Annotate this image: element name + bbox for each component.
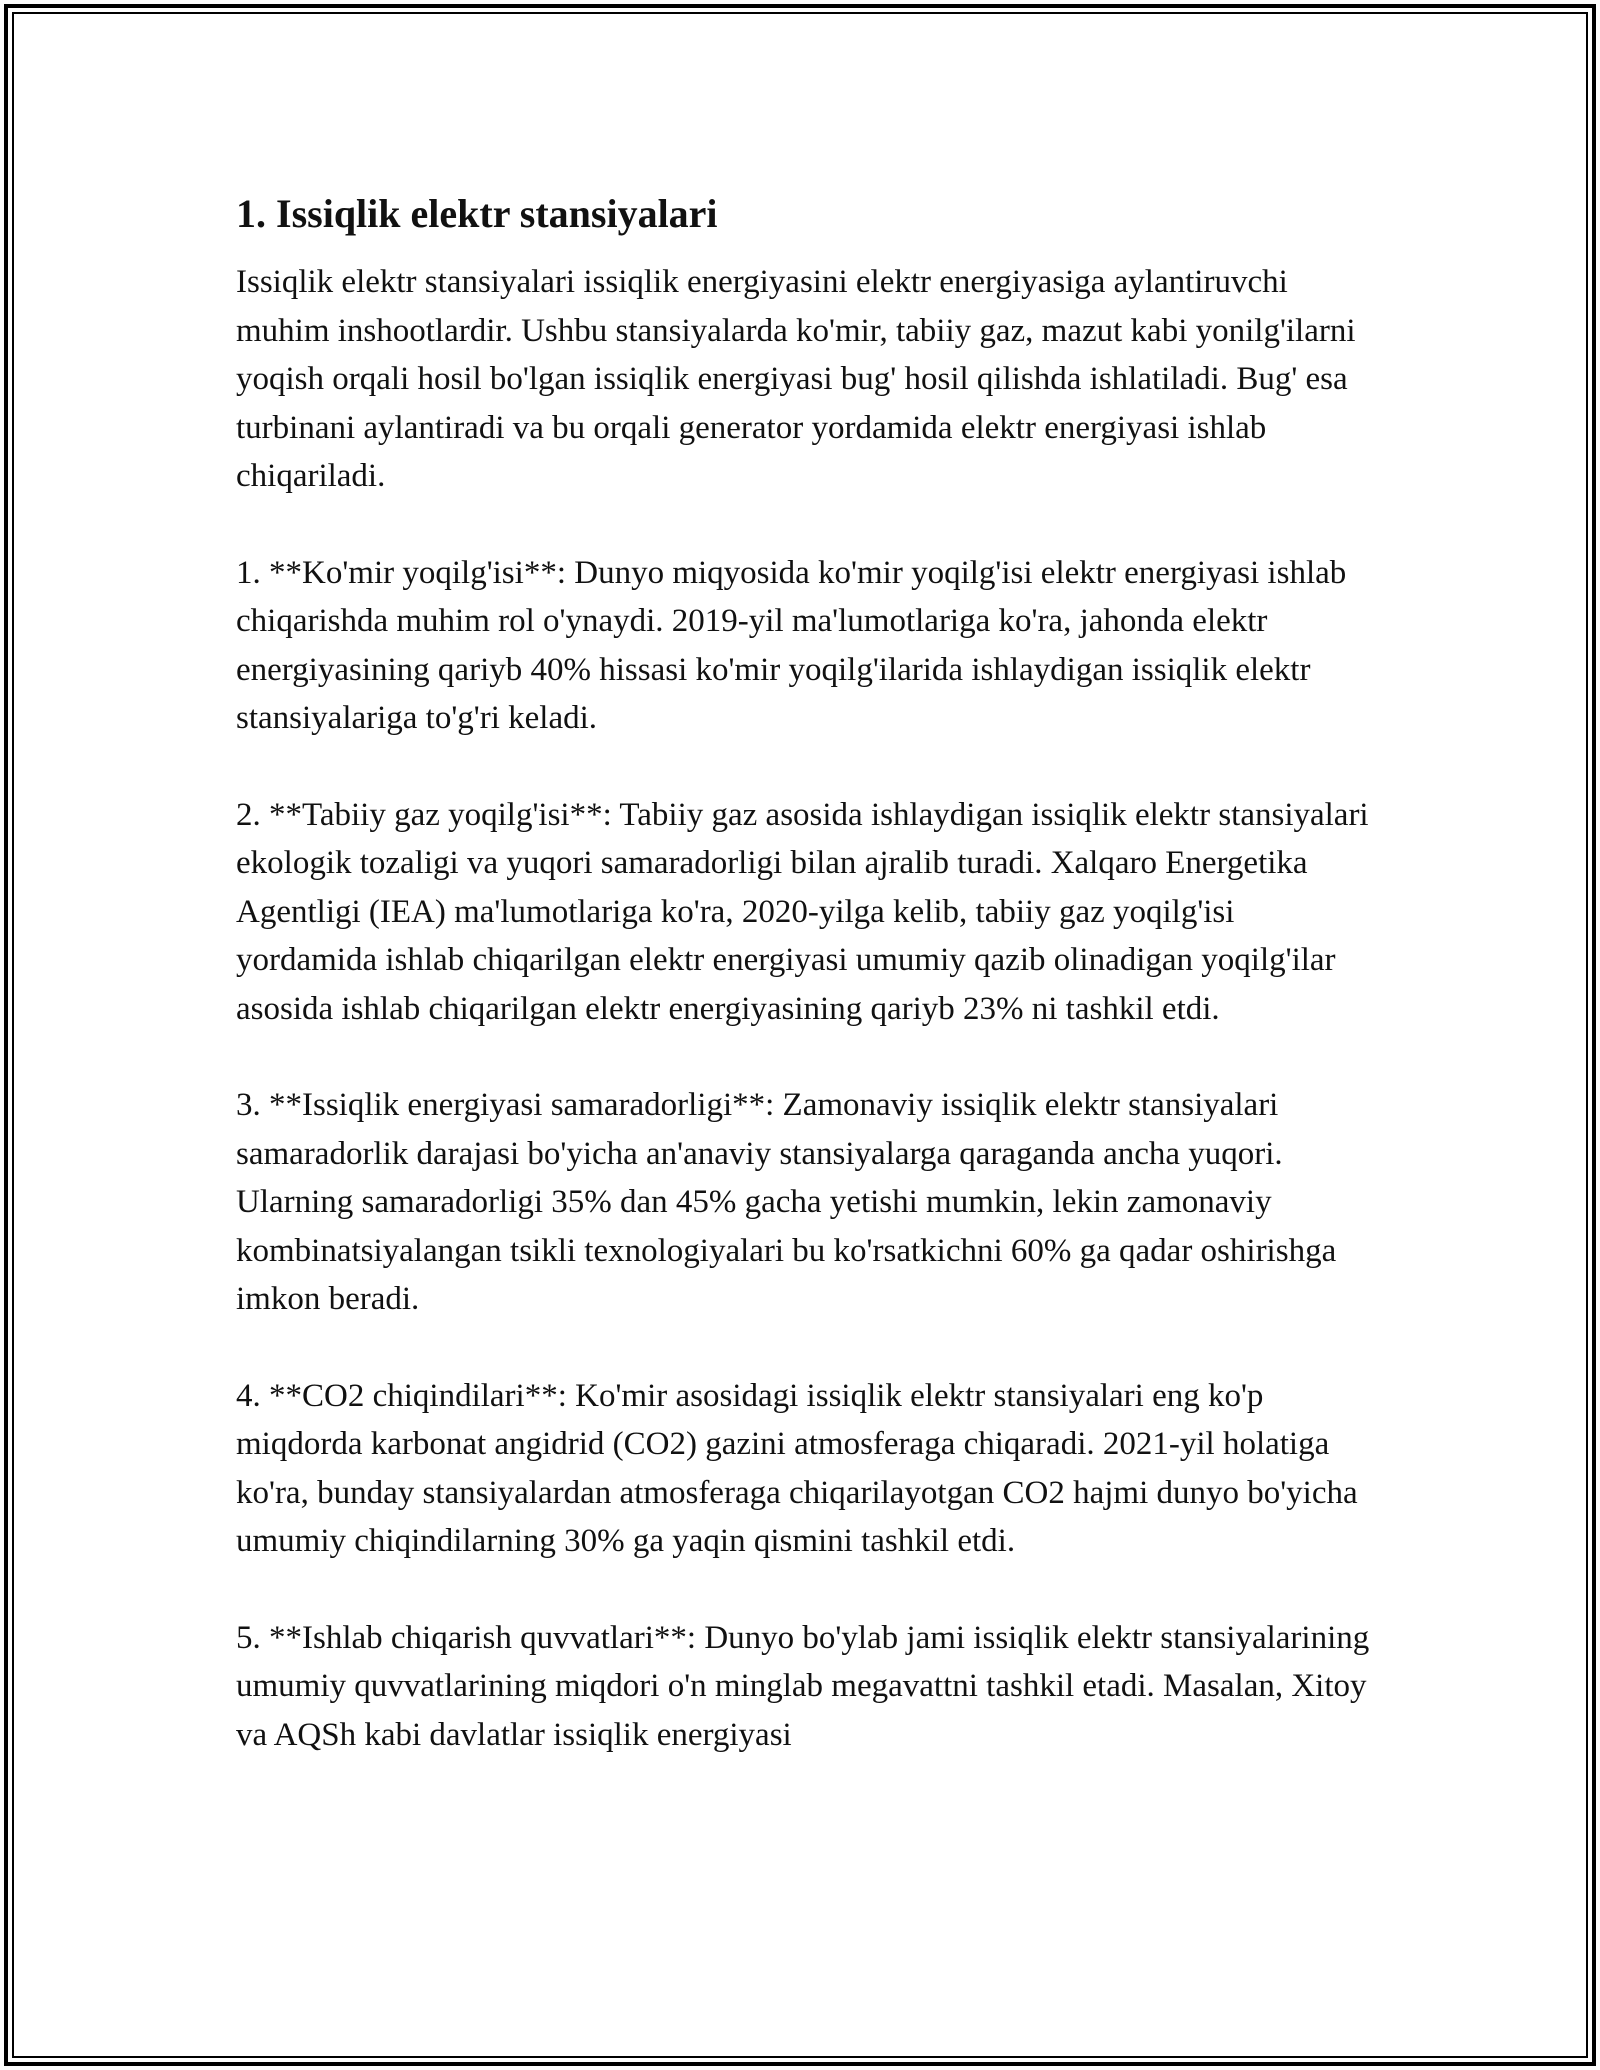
list-item-natural-gas: 2. **Tabiiy gaz yoqilg'isi**: Tabiiy gaz asosida ishlaydigan issiqlik elektr stansiyalari ekologik tozaligi va yuqori samaradorligi bilan ajralib turadi. Xalqaro Energetika Agentligi (IEA) ma'lumotlariga ko'ra, 2020-yilga kelib, tabiiy gaz yoqilg'isi yordamida ishlab chiqarilgan elektr energiyasi umumiy qazib olinadigan yoqilg'ilar asosida ishlab chiqarilgan elektr energiyasining qariyb 23% ni tashkil etdi. — [236, 796, 1369, 1027]
list-item-co2-emissions: 4. **CO2 chiqindilari**: Ko'mir asosidagi issiqlik elektr stansiyalari eng ko'p miqdorda karbonat angidrid (CO2) gazini atmosferaga chiqaradi. 2021-yil holatiga ko'ra, bunday stansiyalardan atmosferaga chiqarilayotgan CO2 hajmi dunyo bo'yicha umumiy chiqindilarning 30% ga yaqin qismini tashkil etdi. — [236, 1377, 1358, 1559]
intro-paragraph: Issiqlik elektr stansiyalari issiqlik energiyasini elektr energiyasiga aylantiruvchi muhim inshootlardir. Ushbu stansiyalarda ko'mir, tabiiy gaz, mazut kabi yonilg'ilarni yoqish orqali hosil bo'lgan issiqlik energiyasi bug' hosil qilishda ishlatiladi. Bug' esa turbinani aylantiradi va bu orqali generator yordamida elektr energiyasi ishlab chiqariladi. — [236, 264, 1356, 494]
list-item-thermal-efficiency: 3. **Issiqlik energiyasi samaradorligi**: Zamonaviy issiqlik elektr stansiyalari samaradorlik darajasi bo'yicha an'anaviy stansiyalarga qaraganda ancha yuqori. Ularning samaradorligi 35% dan 45% gacha yetishi mumkin, lekin zamonaviy kombinatsiyalangan tsikli texnologiyalari bu ko'rsatkichni 60% ga qadar oshirishga imkon beradi. — [236, 1087, 1337, 1317]
section-heading: 1. Issiqlik elektr stansiyalari — [236, 191, 718, 236]
list-item-coal-fuel: 1. **Ko'mir yoqilg'isi**: Dunyo miqyosida ko'mir yoqilg'isi elektr energiyasi ishlab chiqarishda muhim rol o'ynaydi. 2019-yil ma'lumotlariga ko'ra, jahonda elektr energiyasining qariyb 40% hissasi ko'mir yoqilg'ilarida ishlaydigan issiqlik elektr stansiyalariga to'g'ri keladi. — [236, 554, 1347, 736]
list-item-production-capacity: 5. **Ishlab chiqarish quvvatlari**: Dunyo bo'ylab jami issiqlik elektr stansiyalarining umumiy quvvatlarining miqdori o'n minglab megavattni tashkil etadi. Masalan, Xitoy va AQSh kabi davlatlar issiqlik energiyasi — [236, 1619, 1370, 1753]
document-body — [236, 184, 1376, 1807]
